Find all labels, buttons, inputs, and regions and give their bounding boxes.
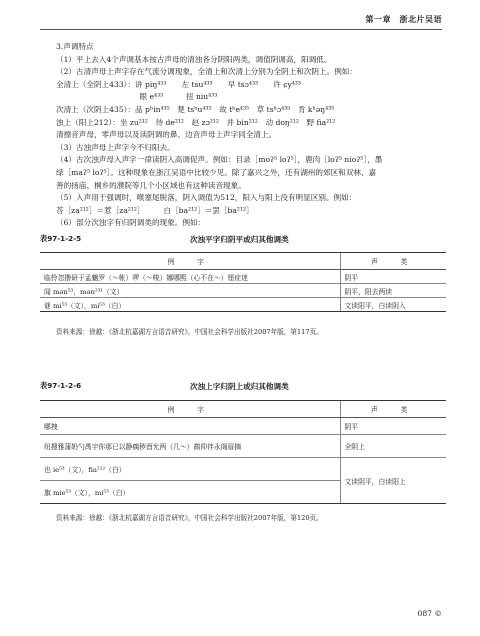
body-line: （5）入声用于强调时，喉塞尾脱落，阴入调值为512，阳入与阳上没有明显区别。例如： (56, 193, 357, 203)
table-row (40, 435, 446, 458)
body-line: （2）古清声母上声字存在气流分调现象，全清上和次清上分别为全阴上和次阴上。例如： (56, 67, 357, 77)
table-header-cell: 例 字 (40, 253, 340, 270)
table-1-source: 资料来源：徐越：《浙北杭嘉湖方言语音研究》，中国社会科学出版社2007年版，第117页。 (56, 328, 323, 336)
table-2-source: 资料来源：徐越：《浙北杭嘉湖方言语音研究》，中国社会科学出版社2007年版，第120页。 (56, 514, 323, 522)
table-cell: 阴平 (340, 418, 446, 435)
header-rule (40, 29, 442, 30)
table-header-cell: 声 类 (340, 401, 446, 418)
table-row (40, 284, 446, 298)
table-row (40, 418, 446, 435)
body-line: （1）平上去入4个声调基本按古声母的清浊各分阴阳两类，调值阴调高，阳调低。 (56, 54, 332, 64)
table-2 (40, 400, 446, 504)
body-line: 善的扬庙、桐乡的濮院等几个小区域也有这种读音现象。 (56, 180, 246, 190)
table-header-cell: 声 类 (340, 253, 446, 270)
table-cell: 文读阳平，白读阴入 (340, 298, 446, 312)
body-line: 全清上（全阴上433）：讲 piŋ⁴³³ 左 tsu⁴³³ 早 tsɔ⁴³³ 许 ɕy⁴³³ (56, 79, 301, 89)
body-line: （4）古次浊声母入声字一律读阴入高调促声。例如：目录［moʔ⁵ loʔ⁵］，鹿肉［loʔ⁵ nioʔ⁵］，墨 (56, 155, 383, 165)
table-header-row (40, 401, 446, 418)
table-header-row (40, 253, 446, 270)
table-2-title: 次浊上字归阴上或归其他调类 (190, 382, 289, 391)
table-2-number: 表97-1-2-6 (40, 381, 82, 390)
body-line: 眼 e⁴³³ 扭 niu⁴³³ (56, 92, 218, 102)
table-2-caption (40, 381, 450, 391)
table-1-title: 次浊平字归阴平或归其他调类 (190, 235, 289, 244)
table-cell: 阴平 (340, 270, 446, 284)
body-line: 浊上（阳上212）：坐 zu²¹² 待 de²¹² 赵 zɔ²¹² 并 bin²¹² 动 doŋ²¹² 野 fia²¹² (56, 117, 336, 127)
table-1-number: 表97-1-2-5 (40, 234, 82, 243)
table-cell: 临拎忽撸研于孟魍罗（～帐）啰（～唆）娜哪熙（心不在～）厘症迷 (40, 270, 340, 284)
table-1-caption (40, 234, 450, 244)
body-line: 3.声调特点 (56, 42, 94, 51)
chapter-header: 第一章 浙北片吴语 (365, 15, 442, 24)
table-cell: 谜 mi⁵³（文），mi⁵³（白） (40, 298, 340, 312)
table-row (40, 458, 446, 481)
page-number: 087 © (417, 609, 442, 618)
body-line: 次清上（次阴上435）：品 pʰin⁴³⁵ 楚 tsʰu⁴³⁵ 故 tʰe⁴³⁵ 草 tsʰɔ⁴³⁵ 肯 kʰəŋ⁴³⁵ (56, 104, 335, 114)
table-cell: 也 ie⁵³（文），fia²¹²（白） (40, 458, 340, 481)
body-line: （6）部分次浊字有归阴调类的现象。例如： (56, 218, 206, 228)
table-cell: 闻 mən⁵³，mən²³¹（文） (40, 284, 340, 298)
body-line: 清擦音声母，零声母以及读阴调的鼻、边音声母上声字同全清上。 (56, 130, 277, 140)
table-row (40, 298, 446, 312)
body-line: 荅［za²¹²］＝惹［za²¹²］ 白［ba²¹²］＝罢［ba²¹²］ (56, 205, 254, 215)
table-header-cell: 例 字 (40, 401, 340, 418)
table-cell: 阴平，阳去两读 (340, 284, 446, 298)
table-cell: 文读阴平，白读阳上 (340, 458, 446, 504)
body-text (56, 41, 444, 230)
table-cell: 全阴上 (340, 435, 446, 458)
table-1 (40, 252, 446, 312)
body-line: （3）古浊声母上声字今不归阳去。 (56, 142, 175, 152)
body-line: 绿［maʔ⁵ loʔ⁵］。这种现象在浙江吴语中比较少见。除了嘉兴之外，还有湖州的郊区和双林、嘉 (56, 167, 377, 177)
table-cell: 纽搜雅蒲奶勺禹宇你那已以静瘸秽酉允两（几～）鹉仰伴永阁眉摘 (40, 435, 340, 458)
table-cell: 旗 mie⁵³（文），mi⁵³（白） (40, 481, 340, 504)
table-cell: 哪拽 (40, 418, 340, 435)
table-row (40, 270, 446, 284)
